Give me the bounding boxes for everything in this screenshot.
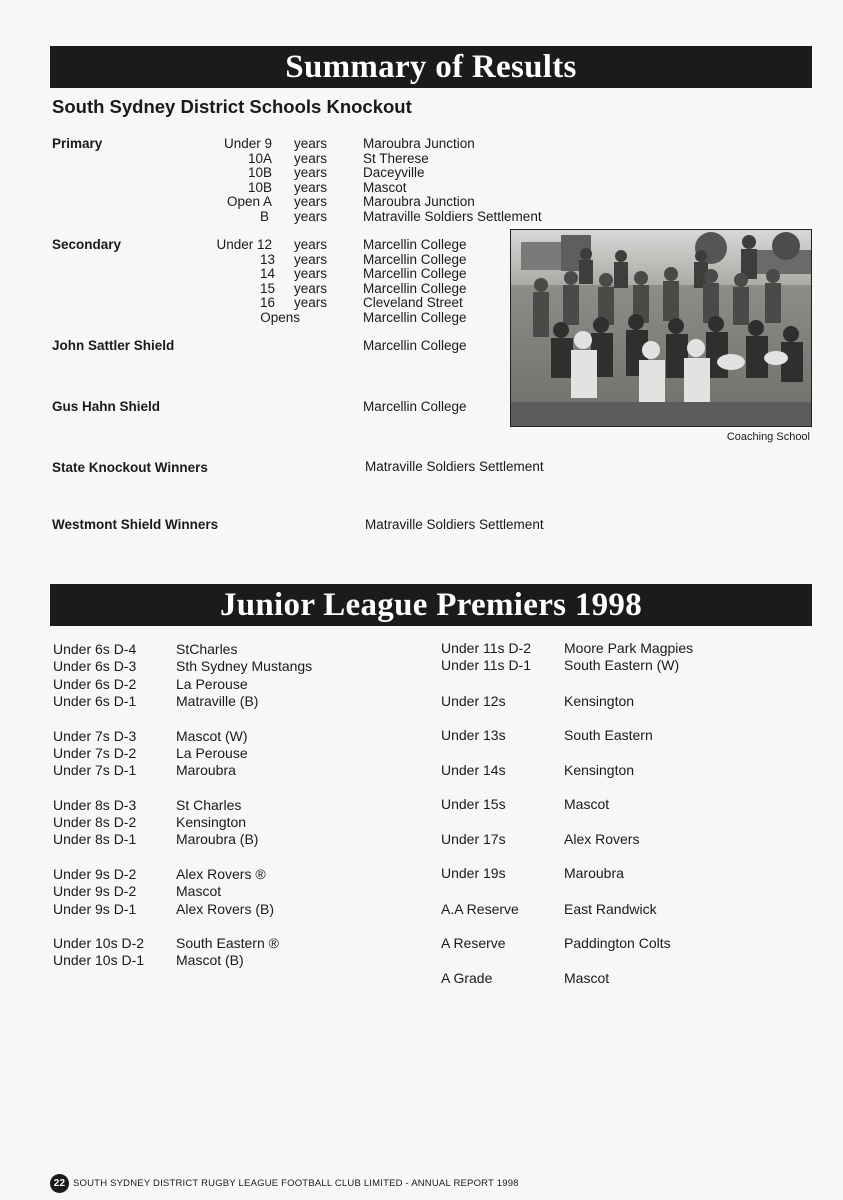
primary-years: years: [294, 179, 328, 195]
primary-team: St Therese: [363, 150, 429, 166]
primary-age: 10B: [247, 179, 272, 195]
premier-team: St Charles: [176, 796, 242, 813]
secondary-age: 15: [259, 280, 275, 296]
page-footer: [50, 1172, 519, 1194]
grade-label: Under 6s D-1: [53, 692, 137, 709]
primary-label: Primary: [52, 136, 103, 151]
footer-text: SOUTH SYDNEY DISTRICT RUGBY LEAGUE FOOTBALL CLUB LIMITED - ANNUAL REPORT 1998: [73, 1177, 519, 1189]
premier-team: Mascot (B): [176, 952, 244, 969]
grade-label: A Reserve: [441, 935, 506, 952]
premier-team: Mascot (W): [176, 727, 248, 744]
secondary-age: 16: [259, 295, 275, 310]
primary-age: 10B: [247, 165, 272, 180]
premier-team: South Eastern: [564, 727, 653, 743]
premier-team: Mascot: [176, 883, 222, 900]
coaching-school-photo: [510, 229, 812, 427]
summary-title: Summary of Results: [50, 46, 812, 88]
grade-label: Under 8s D-3: [53, 796, 137, 813]
grade-label: Under 11s D-1: [441, 657, 532, 674]
primary-age: B: [259, 208, 269, 224]
secondary-age: 13: [259, 251, 275, 267]
premier-team: Matraville (B): [176, 692, 259, 709]
premier-team: Kensington: [564, 761, 635, 778]
secondary-team: Marcellin College: [363, 251, 467, 267]
grade-label: A Grade: [441, 969, 493, 986]
group-photo-image: [511, 230, 811, 426]
secondary-years: years: [294, 237, 328, 252]
premier-team: La Perouse: [176, 675, 248, 692]
grade-label: Under 7s D-2: [53, 744, 137, 761]
premier-team: Maroubra: [564, 865, 624, 882]
shield-team: Marcellin College: [363, 399, 467, 414]
secondary-years: years: [294, 266, 328, 281]
grade-label: Under 11s D-2: [441, 640, 532, 656]
grade-label: Under 10s D-1: [53, 952, 145, 969]
secondary-team: Marcellin College: [363, 237, 467, 252]
grade-label: Under 6s D-2: [53, 675, 137, 692]
secondary-label: Secondary: [52, 237, 122, 252]
grade-label: Under 7s D-3: [53, 727, 137, 744]
grade-label: Under 10s D-2: [53, 935, 145, 952]
secondary-age: Under 12: [216, 237, 272, 252]
grade-label: Under 17s: [441, 830, 506, 847]
premier-team: Mascot: [564, 969, 610, 986]
grade-label: Under 6s D-3: [53, 658, 137, 675]
primary-team: Maroubra Junction: [363, 194, 475, 209]
premier-team: Kensington: [176, 814, 247, 830]
premier-team: East Randwick: [564, 900, 657, 917]
premier-team: South Eastern ®: [176, 935, 279, 952]
primary-team: Maroubra Junction: [363, 136, 475, 151]
secondary-age: Opens: [260, 309, 300, 325]
grade-label: Under 9s D-1: [53, 900, 137, 917]
premier-team: Maroubra: [176, 762, 236, 779]
grade-label: Under 7s D-1: [53, 762, 137, 779]
grade-label: Under 9s D-2: [53, 865, 137, 882]
primary-years: years: [294, 136, 328, 151]
grade-label: Under 12s: [441, 692, 506, 709]
secondary-years: years: [294, 295, 328, 310]
secondary-team: Cleveland Street: [363, 295, 463, 310]
premier-team: Alex Rovers (B): [176, 900, 275, 917]
premier-team: Sth Sydney Mustangs: [176, 658, 313, 675]
premier-team: Kensington: [564, 692, 635, 709]
secondary-team: Marcellin College: [363, 280, 467, 296]
grade-label: Under 13s: [441, 727, 506, 743]
primary-team: Daceyville: [363, 165, 425, 180]
grade-label: Under 6s D-4: [53, 641, 137, 657]
primary-years: years: [294, 165, 328, 180]
primary-team: Matraville Soldiers Settlement: [363, 208, 542, 224]
grade-label: Under 8s D-2: [53, 814, 137, 830]
grade-label: Under 19s: [441, 865, 506, 882]
page-number: 22: [50, 1174, 69, 1193]
secondary-age: 14: [259, 266, 275, 281]
grade-label: Under 8s D-1: [53, 831, 137, 848]
secondary-team: Marcellin College: [363, 266, 467, 281]
primary-age: Under 9: [223, 136, 272, 151]
grade-label: A.A Reserve: [441, 900, 519, 917]
secondary-years: years: [294, 280, 328, 296]
primary-age: Open A: [226, 194, 272, 209]
secondary-years: years: [294, 251, 328, 267]
premier-team: South Eastern (W): [564, 657, 680, 674]
premier-team: StCharles: [176, 641, 238, 657]
primary-years: years: [294, 150, 328, 166]
photo-caption: Coaching School: [726, 431, 810, 443]
primary-team: Mascot: [363, 179, 407, 195]
premier-team: La Perouse: [176, 744, 248, 761]
premier-team: Moore Park Magpies: [564, 640, 694, 656]
premier-team: Mascot: [564, 796, 610, 813]
primary-years: years: [294, 194, 328, 209]
premier-team: Maroubra (B): [176, 831, 259, 848]
premier-team: Paddington Colts: [564, 935, 671, 952]
grade-label: Under 9s D-2: [53, 883, 137, 900]
shield-team: Matraville Soldiers Settlement: [365, 517, 544, 532]
junior-title: Junior League Premiers 1998: [50, 584, 812, 626]
shield-label: State Knockout Winners: [52, 460, 208, 475]
grade-label: Under 15s: [441, 796, 506, 813]
primary-age: 10A: [247, 150, 272, 166]
secondary-team: Marcellin College: [363, 309, 467, 325]
summary-subtitle: South Sydney District Schools Knockout: [52, 96, 412, 117]
shield-label: John Sattler Shield: [52, 338, 175, 353]
primary-years: years: [294, 208, 328, 224]
grade-label: Under 14s: [441, 761, 506, 778]
shield-team: Matraville Soldiers Settlement: [365, 459, 544, 474]
premier-team: Alex Rovers: [564, 830, 640, 847]
shield-label: Westmont Shield Winners: [52, 517, 219, 532]
shield-label: Gus Hahn Shield: [52, 399, 161, 414]
premier-team: Alex Rovers ®: [176, 865, 266, 882]
shield-team: Marcellin College: [363, 338, 467, 353]
